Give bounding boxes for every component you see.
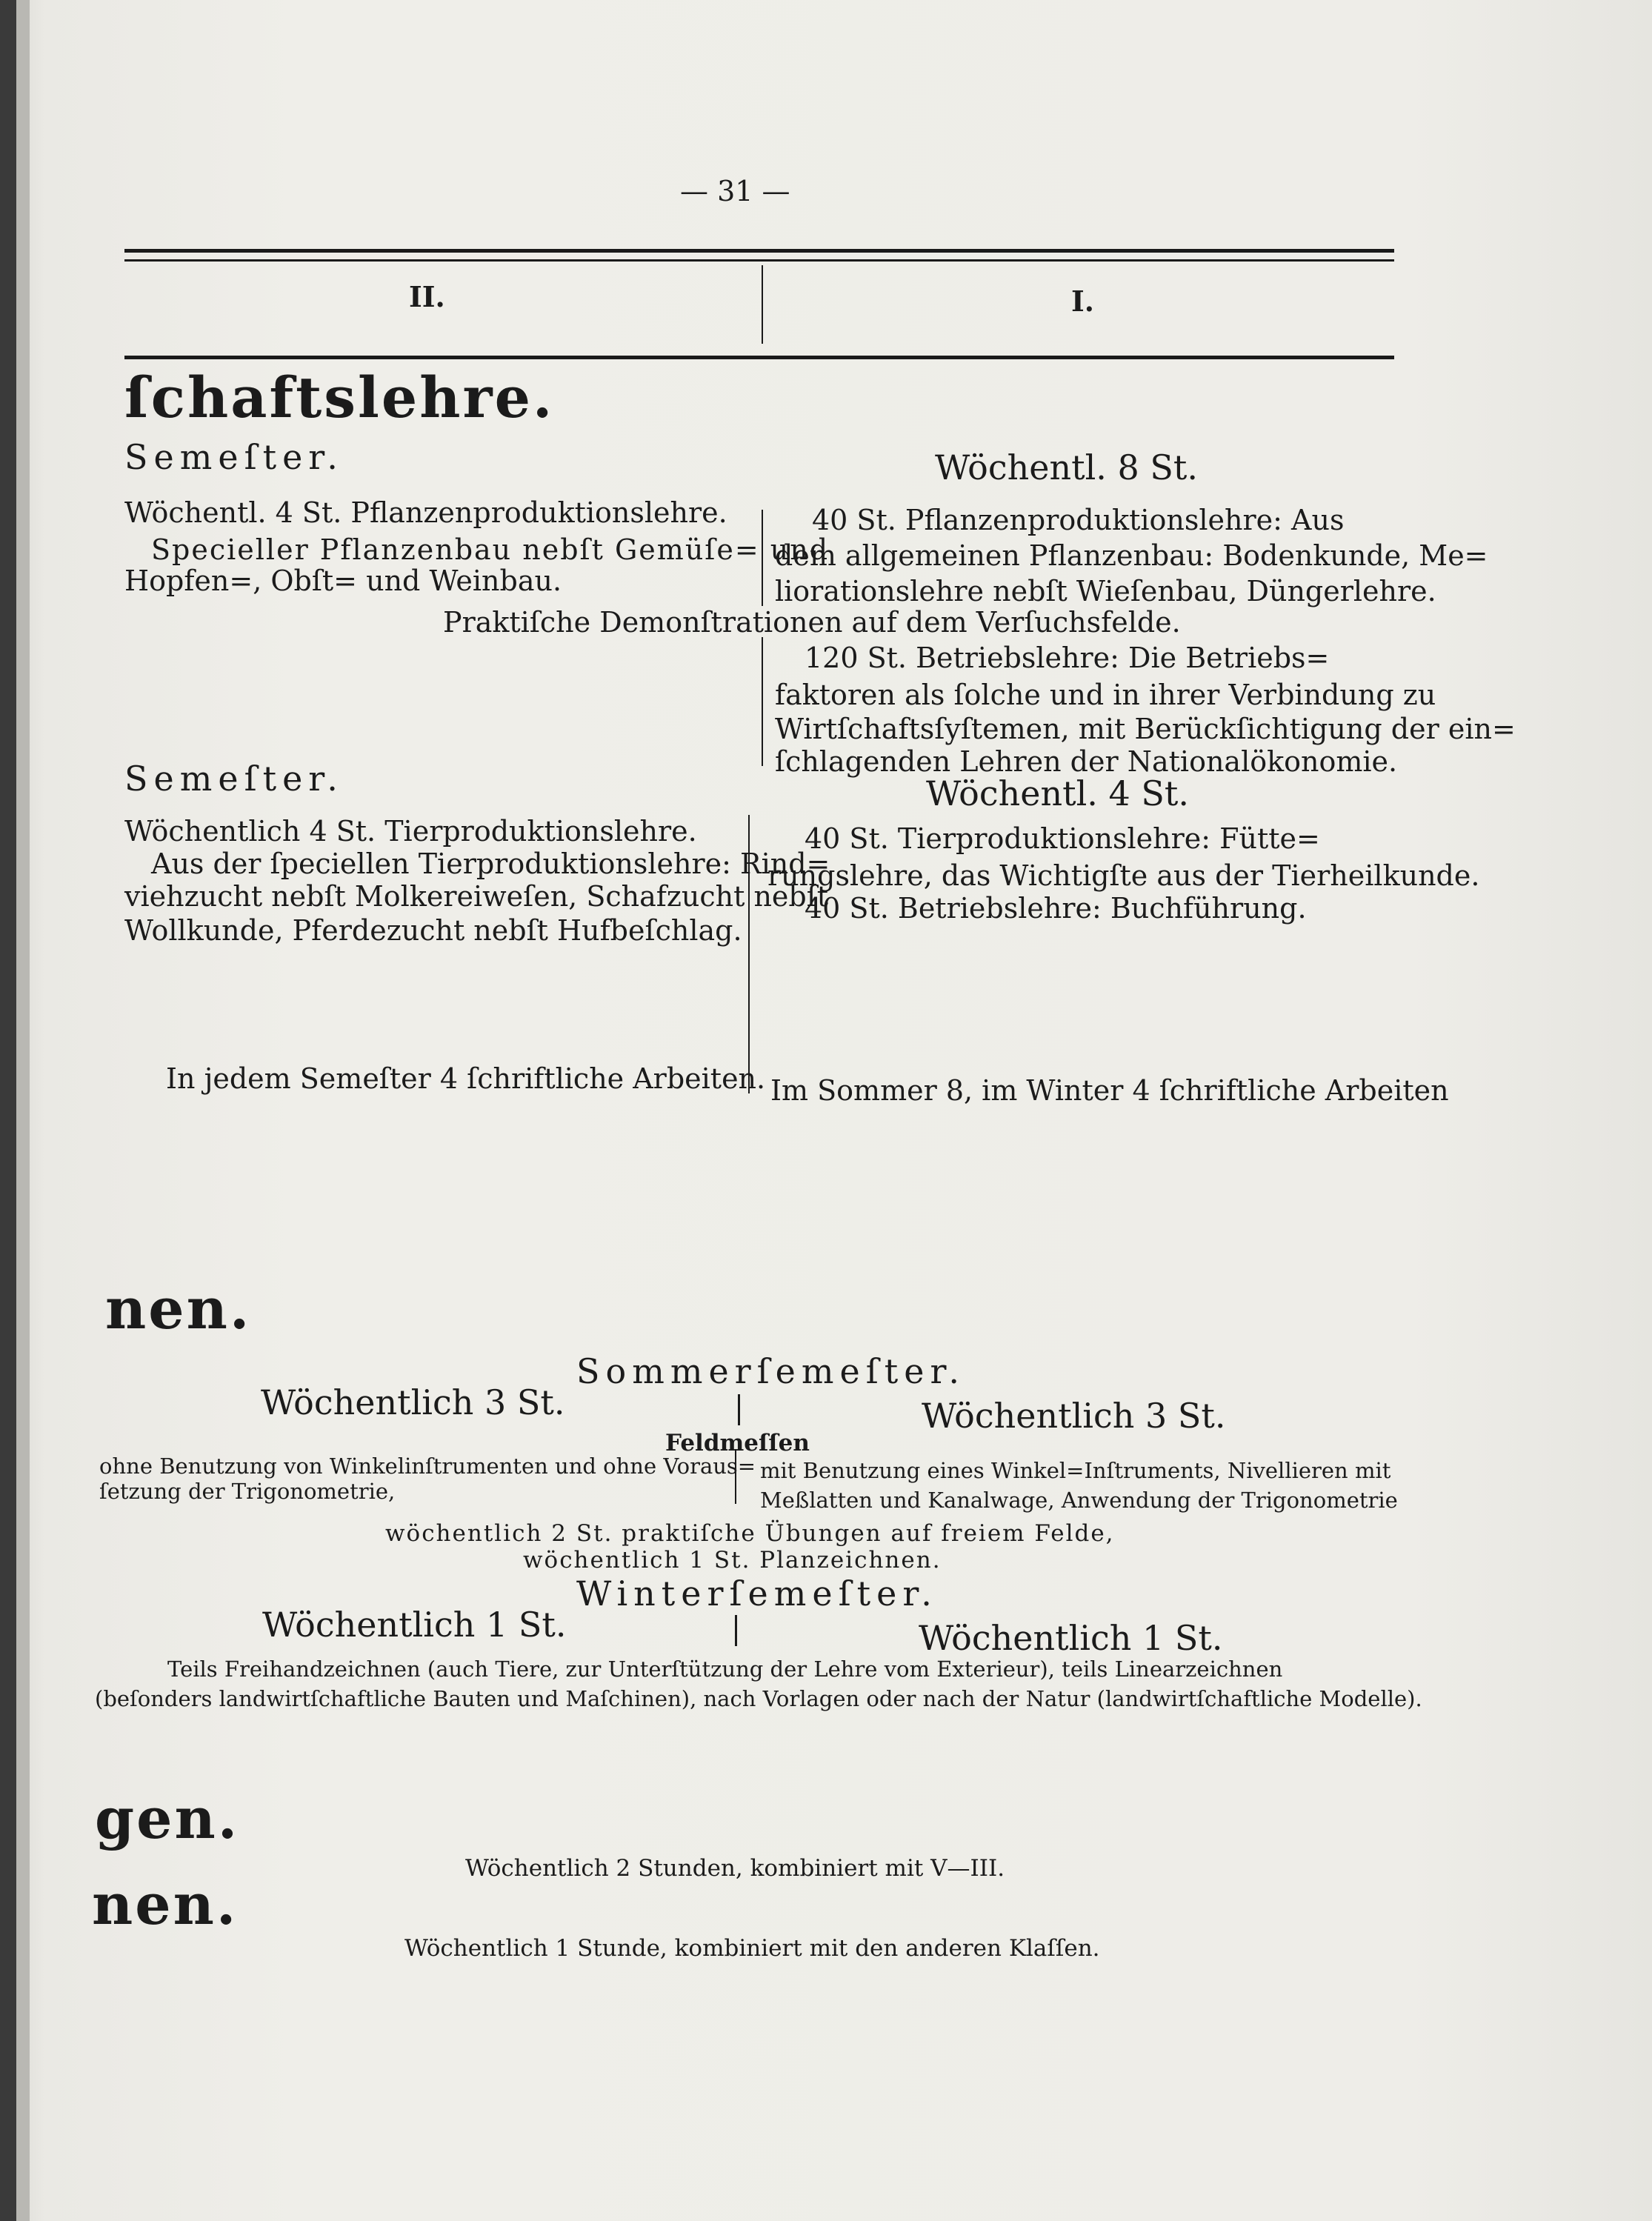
feldmessen-left-line-2: ſetzung der Trigonometrie, xyxy=(99,1479,396,1504)
left-semester-1-title: Semeſter. xyxy=(124,437,344,477)
right-line-b-1: 120 St. Betriebslehre: Die Betriebs= xyxy=(805,642,1330,674)
praktische-demonstrationen: Praktiſche Demonſtrationen auf dem Verſuchsfelde. xyxy=(443,606,1181,639)
feldmessen-label: Feldmeſſen xyxy=(665,1430,810,1456)
header-col-i: I. xyxy=(1071,284,1095,318)
nen2-text: Wöchentlich 1 Stunde, kombiniert mit den anderen Klaſſen. xyxy=(404,1935,1100,1962)
right-footer: Im Sommer 8, im Winter 4 ſchriftliche Arbeiten xyxy=(770,1074,1449,1107)
right-line-a-1: 40 St. Pflanzenproduktionslehre: Aus xyxy=(812,504,1345,536)
page-number: — 31 — xyxy=(680,175,790,207)
binding-shadow xyxy=(0,0,16,2221)
section-heading-nen: nen. xyxy=(105,1276,252,1342)
zeichnen-line-1: Teils Freihandzeichnen (auch Tiere, zur Unterſtützung der Lehre vom Exterieur), teils Linearzeichnen xyxy=(167,1656,1283,1682)
header-col-ii: II. xyxy=(409,280,445,313)
feldmessen-right-line-2: Meßlatten und Kanalwage, Anwendung der Trigonometrie xyxy=(760,1488,1398,1513)
section-heading-wirtschaftslehre: ſchaftslehre. xyxy=(124,364,555,430)
sommer-divider-1 xyxy=(738,1394,740,1425)
winter-divider xyxy=(735,1615,737,1646)
left-semester-2-line-4: Wollkunde, Pferdezucht nebſt Hufbeſchlag. xyxy=(124,914,742,947)
right-weekly-top: Wöchentl. 8 St. xyxy=(935,447,1199,487)
sommer-left-weekly: Wöchentlich 3 St. xyxy=(261,1382,565,1422)
section-heading-nen-2: nen. xyxy=(92,1871,239,1937)
left-semester-2-line-1: Wöchentlich 4 St. Tierproduktionslehre. xyxy=(124,815,697,848)
left-semester-2-line-3: viehzucht nebſt Molkereiweſen, Schafzucht nebſt xyxy=(124,880,829,913)
section-heading-gen: gen. xyxy=(95,1785,240,1851)
right-line-a-2: dem allgemeinen Pflanzenbau: Bodenkunde, Me= xyxy=(775,539,1488,572)
top-rule-thin xyxy=(124,259,1394,262)
right-line-c-2: rungslehre, das Wichtigſte aus der Tierheilkunde. xyxy=(767,859,1480,892)
right-line-b-3: Wirtſchaftsſyſtemen, mit Berückſichtigung der ein= xyxy=(775,713,1516,745)
header-divider xyxy=(762,265,763,344)
winter-left-weekly: Wöchentlich 1 St. xyxy=(262,1605,567,1645)
left-semester-2-title: Semeſter. xyxy=(124,759,344,799)
right-line-b-2: faktoren als ſolche und in ihrer Verbindung zu xyxy=(775,679,1436,711)
sommer-title: Sommerſemeſter. xyxy=(576,1351,966,1391)
column-divider-2 xyxy=(762,637,763,766)
zeichnen-line-2: (beſonders landwirtſchaftliche Bauten und Maſchinen), nach Vorlagen oder nach der Natur (landwirtſchaftliche Modelle). xyxy=(95,1686,1422,1711)
left-footer: In jedem Semeſter 4 ſchriftliche Arbeiten. xyxy=(166,1062,766,1095)
winter-right-weekly: Wöchentlich 1 St. xyxy=(919,1618,1223,1658)
sommer-right-weekly: Wöchentlich 3 St. xyxy=(922,1396,1226,1436)
left-semester-2-line-2: Aus der ſpeciellen Tierproduktionslehre: Rind= xyxy=(151,848,830,880)
right-weekly-mid: Wöchentl. 4 St. xyxy=(926,773,1190,813)
right-line-c-3: 40 St. Betriebslehre: Buchführung. xyxy=(805,892,1307,925)
uebungen-line: wöchentlich 2 St. praktiſche Übungen auf freiem Felde, xyxy=(385,1520,1115,1547)
planzeichnen-line: wöchentlich 1 St. Planzeichnen. xyxy=(523,1547,942,1574)
right-line-b-4: ſchlagenden Lehren der Nationalökonomie. xyxy=(775,745,1398,778)
left-semester-1-line-2: Specieller Pflanzenbau nebſt Gemüſe= und xyxy=(151,533,830,566)
binding-edge xyxy=(16,0,30,2221)
gen-text: Wöchentlich 2 Stunden, kombiniert mit V—III. xyxy=(465,1855,1005,1882)
top-rule xyxy=(124,249,1394,253)
feldmessen-left-line-1: ohne Benutzung von Winkelinſtrumenten und ohne Voraus= xyxy=(99,1454,756,1479)
right-line-a-3: liorationslehre nebſt Wieſenbau, Düngerlehre. xyxy=(775,575,1436,607)
right-line-c-1: 40 St. Tierproduktionslehre: Fütte= xyxy=(805,822,1320,855)
left-semester-1-line-1: Wöchentl. 4 St. Pflanzenproduktionslehre. xyxy=(124,496,727,529)
left-semester-1-line-3: Hopfen=, Obſt= und Weinbau. xyxy=(124,565,562,597)
header-bottom-rule xyxy=(124,356,1394,359)
winter-title: Winterſemeſter. xyxy=(576,1574,938,1614)
feldmessen-right-line-1: mit Benutzung eines Winkel=Inſtruments, Nivellieren mit xyxy=(760,1458,1391,1483)
